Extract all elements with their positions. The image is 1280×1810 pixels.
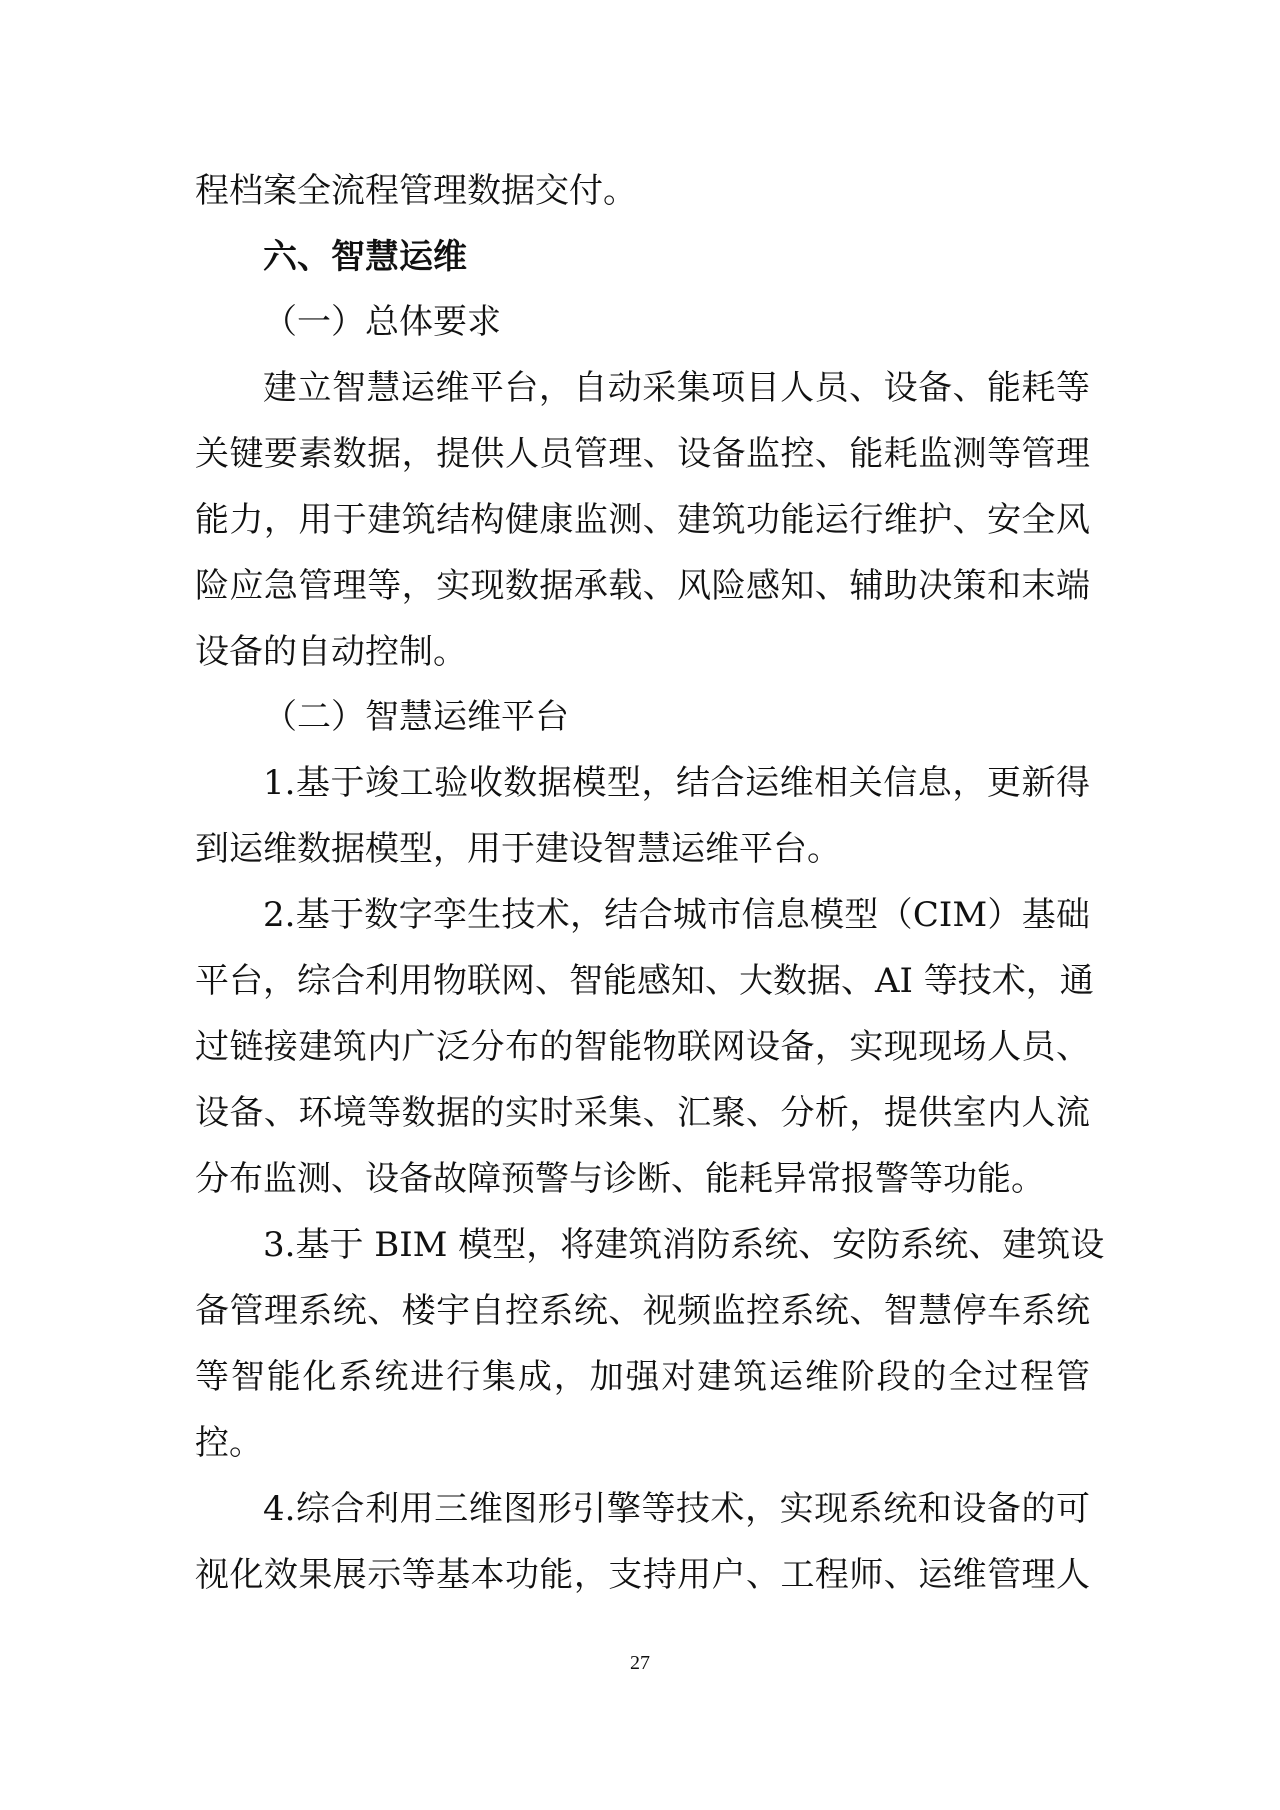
paragraph-line: 到运维数据模型，用于建设智慧运维平台。 xyxy=(195,829,841,869)
paragraph-line: 分布监测、设备故障预警与诊断、能耗异常报警等功能。 xyxy=(195,1159,1045,1199)
paragraph-line: 1.基于竣工验收数据模型，结合运维相关信息，更新得 xyxy=(263,763,1090,803)
paragraph-line: 过链接建筑内广泛分布的智能物联网设备，实现现场人员、 xyxy=(195,1027,1090,1067)
paragraph-line: 等智能化系统进行集成，加强对建筑运维阶段的全过程管 xyxy=(195,1357,1090,1397)
paragraph-line: 建立智慧运维平台，自动采集项目人员、设备、能耗等 xyxy=(263,368,1090,408)
paragraph-line: 程档案全流程管理数据交付。 xyxy=(195,171,637,211)
page-number: 27 xyxy=(630,1652,650,1674)
paragraph-line: 险应急管理等，实现数据承载、风险感知、辅助决策和末端 xyxy=(195,566,1090,606)
section-heading: 六、智慧运维 xyxy=(263,237,467,277)
subsection-heading: （一）总体要求 xyxy=(263,302,501,342)
paragraph-line: 能力，用于建筑结构健康监测、建筑功能运行维护、安全风 xyxy=(195,500,1090,540)
paragraph-line: 3.基于 BIM 模型，将建筑消防系统、安防系统、建筑设 xyxy=(263,1225,1105,1265)
paragraph-line: 设备的自动控制。 xyxy=(195,632,467,672)
subsection-heading: （二）智慧运维平台 xyxy=(263,697,569,737)
paragraph-line: 设备、环境等数据的实时采集、汇聚、分析，提供室内人流 xyxy=(195,1093,1090,1133)
paragraph-line: 备管理系统、楼宇自控系统、视频监控系统、智慧停车系统 xyxy=(195,1291,1090,1331)
paragraph-line: 平台，综合利用物联网、智能感知、大数据、AI 等技术，通 xyxy=(195,961,1094,1001)
paragraph-line: 2.基于数字孪生技术，结合城市信息模型（CIM）基础 xyxy=(263,895,1090,935)
paragraph-line: 4.综合利用三维图形引擎等技术，实现系统和设备的可 xyxy=(263,1489,1090,1529)
paragraph-line: 控。 xyxy=(195,1423,263,1463)
paragraph-line: 视化效果展示等基本功能，支持用户、工程师、运维管理人 xyxy=(195,1555,1090,1595)
paragraph-line: 关键要素数据，提供人员管理、设备监控、能耗监测等管理 xyxy=(195,434,1090,474)
